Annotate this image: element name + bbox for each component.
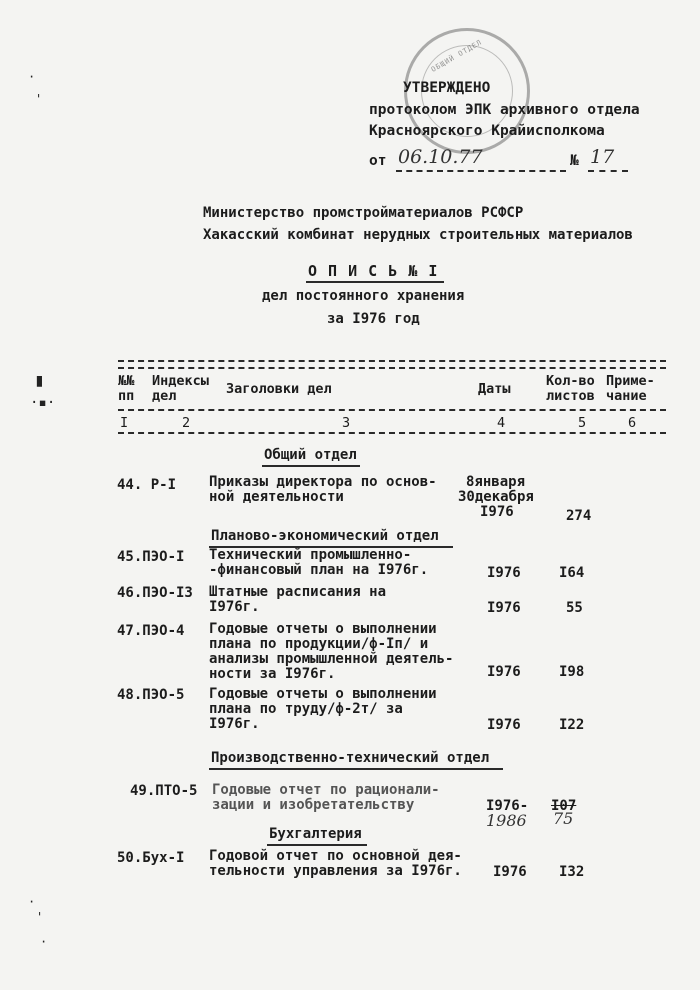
row-title-line: ной деятельности bbox=[209, 489, 344, 505]
row-title-line: анализы промышленной деятель- bbox=[209, 651, 454, 667]
row-title-line: Штатные расписания на bbox=[209, 584, 387, 600]
section-production-underline bbox=[209, 768, 503, 770]
row-count: I98 bbox=[559, 664, 585, 680]
stamp-lettering: ОБЩИЙ ОТДЕЛ bbox=[429, 38, 484, 74]
column-number-5: 5 bbox=[578, 415, 587, 431]
row-date: I976 bbox=[487, 600, 521, 616]
row-count: I22 bbox=[559, 717, 585, 733]
scan-speck: ' bbox=[36, 910, 44, 924]
row-title-line: плана по труду/ф-2т/ за bbox=[209, 701, 403, 717]
row-title-line: Приказы директора по основ- bbox=[209, 474, 437, 490]
header-index-line-2: дел bbox=[152, 388, 177, 404]
document-title: О П И С Ь № I bbox=[308, 262, 439, 280]
row-index: 48.ПЭО-5 bbox=[117, 687, 185, 703]
row-date: I976- bbox=[486, 798, 529, 814]
header-count-line-2: листов bbox=[546, 388, 595, 404]
row-index: 46.ПЭО-I3 bbox=[117, 585, 193, 601]
header-title: Заголовки дел bbox=[226, 381, 332, 397]
column-number-3: 3 bbox=[342, 415, 351, 431]
header-rule-mid bbox=[118, 409, 666, 411]
row-index: 50.Бух-I bbox=[117, 850, 185, 866]
row-title-line: Годовые отчеты о выполнении bbox=[209, 621, 437, 637]
row-count: I64 bbox=[559, 565, 585, 581]
header-rule-bottom bbox=[118, 432, 666, 434]
row-index: 44. Р-I bbox=[117, 477, 177, 493]
header-rule-top bbox=[118, 360, 666, 362]
section-accounting-underline bbox=[267, 844, 367, 846]
document-year: за I976 год bbox=[327, 311, 420, 327]
header-rule-top-2 bbox=[118, 367, 666, 369]
scan-speck: · bbox=[40, 935, 48, 949]
approval-date-line bbox=[396, 170, 566, 172]
row-date: I976 bbox=[487, 717, 521, 733]
approval-date-label: от bbox=[369, 153, 387, 169]
ministry-name: Министерство промстройматериалов РСФСР bbox=[203, 205, 524, 221]
scan-speck: ' bbox=[35, 92, 43, 106]
approval-line-2: Красноярского Крайисполкома bbox=[369, 123, 605, 139]
approval-number-value: 17 bbox=[590, 146, 615, 168]
header-count-line-1: Кол-во bbox=[546, 373, 595, 389]
row-date: 30декабря bbox=[458, 489, 534, 505]
section-production: Производственно-технический отдел bbox=[211, 750, 490, 766]
header-notes-line-2: чание bbox=[606, 388, 647, 404]
section-accounting: Бухгалтерия bbox=[269, 826, 362, 842]
row-title-line: ности за I976г. bbox=[209, 666, 336, 682]
row-index: 49.ПТО-5 bbox=[130, 783, 198, 799]
scan-speck: · bbox=[28, 895, 36, 909]
row-title-line: Технический промышленно- bbox=[209, 547, 412, 563]
approval-line-1: протоколом ЭПК архивного отдела bbox=[369, 102, 640, 118]
row-date: I976 bbox=[487, 664, 521, 680]
row-title-line: Годовые отчет по рационали- bbox=[212, 782, 440, 798]
handwritten-date: 1986 bbox=[486, 811, 527, 830]
row-count: 55 bbox=[566, 600, 583, 616]
approval-title: УТВЕРЖДЕНО bbox=[403, 80, 491, 96]
header-dates: Даты bbox=[478, 381, 511, 397]
row-title-line: плана по продукции/ф-Iп/ и bbox=[209, 636, 429, 652]
handwritten-count: 75 bbox=[553, 809, 574, 828]
row-date: I976 bbox=[487, 565, 521, 581]
row-date: 8января bbox=[466, 474, 526, 490]
column-number-4: 4 bbox=[497, 415, 506, 431]
row-title-line: тельности управления за I976г. bbox=[209, 863, 462, 879]
document-subtitle: дел постоянного хранения bbox=[262, 288, 465, 304]
row-index: 45.ПЭО-I bbox=[117, 549, 185, 565]
section-planning: Планово-экономический отдел bbox=[211, 528, 439, 544]
column-number-6: 6 bbox=[628, 415, 637, 431]
row-index: 47.ПЭО-4 bbox=[117, 623, 185, 639]
header-index-line-1: Индексы bbox=[152, 373, 209, 389]
combine-name: Хакасский комбинат нерудных строительных материалов bbox=[203, 227, 633, 243]
row-title-line: I976г. bbox=[209, 599, 260, 615]
row-title-line: I976г. bbox=[209, 716, 260, 732]
row-count: I07 bbox=[551, 798, 577, 814]
section-general-underline bbox=[262, 465, 360, 467]
header-notes-line-1: Приме- bbox=[606, 373, 655, 389]
scan-speck: ·▪· bbox=[30, 395, 56, 411]
scan-speck: · bbox=[28, 70, 36, 84]
row-title-line: зации и изобретательству bbox=[212, 797, 415, 813]
section-general: Общий отдел bbox=[264, 447, 357, 463]
approval-date-value: 06.10.77 bbox=[398, 146, 483, 168]
row-count: 274 bbox=[566, 508, 592, 524]
column-number-1: I bbox=[120, 415, 129, 431]
scan-speck: ▮ bbox=[34, 370, 45, 391]
approval-number-label: № bbox=[570, 153, 579, 169]
header-num-line-1: №№ bbox=[118, 373, 135, 389]
column-number-2: 2 bbox=[182, 415, 191, 431]
row-title-line: Годовой отчет по основной дея- bbox=[209, 848, 462, 864]
document-title-underline bbox=[306, 281, 444, 283]
row-date: I976 bbox=[480, 504, 514, 520]
approval-number-line bbox=[588, 170, 628, 172]
row-title-line: -финансовый план на I976г. bbox=[209, 562, 429, 578]
row-count: I32 bbox=[559, 864, 585, 880]
row-title-line: Годовые отчеты о выполнении bbox=[209, 686, 437, 702]
row-date: I976 bbox=[493, 864, 527, 880]
header-num-line-2: пп bbox=[118, 388, 135, 404]
